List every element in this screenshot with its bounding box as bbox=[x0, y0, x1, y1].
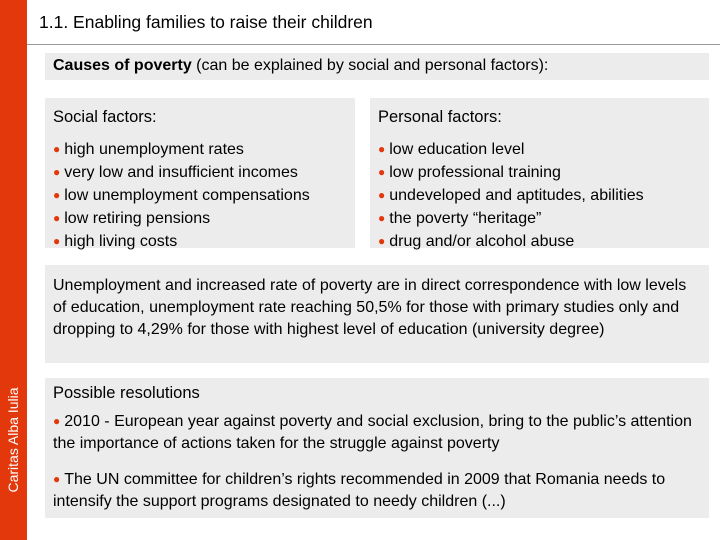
causes-bold: Causes of poverty bbox=[53, 57, 192, 74]
causes-box bbox=[45, 53, 709, 80]
list-item bbox=[53, 138, 310, 161]
sidebar-band bbox=[0, 0, 27, 540]
page-title: 1.1. Enabling families to raise their children bbox=[39, 12, 373, 32]
list-item-text: low unemployment compensations bbox=[64, 187, 310, 204]
resolutions-heading: Possible resolutions bbox=[53, 384, 200, 402]
personal-factors-box bbox=[370, 98, 709, 248]
social-factors-list bbox=[53, 138, 310, 253]
causes-rest: (can be explained by social and personal factors): bbox=[191, 57, 549, 74]
resolution-item bbox=[53, 410, 705, 455]
bullet-dot-icon: ● bbox=[53, 165, 61, 179]
bullet-dot-icon: ● bbox=[378, 211, 386, 225]
resolution-text: 2010 - European year against poverty and social exclusion, bring to the public’s attention the importance of actions taken for the struggle against poverty bbox=[53, 413, 692, 452]
personal-factors-heading: Personal factors: bbox=[378, 108, 502, 126]
list-item-text: low professional training bbox=[389, 164, 561, 181]
bullet-dot-icon: ● bbox=[378, 234, 386, 248]
resolution-text: The UN committee for children’s rights recommended in 2009 that Romania needs to intensify the support programs designated to needy children (...) bbox=[53, 471, 666, 510]
causes-heading bbox=[53, 57, 548, 75]
list-item bbox=[378, 184, 644, 207]
list-item-text: high living costs bbox=[64, 233, 178, 250]
sidebar-label: Caritas Alba Iulia bbox=[5, 387, 21, 493]
list-item bbox=[53, 184, 310, 207]
personal-factors-list bbox=[378, 138, 644, 253]
list-item bbox=[53, 161, 310, 184]
list-item bbox=[378, 230, 644, 253]
title-bar bbox=[27, 0, 720, 45]
resolution-item bbox=[53, 468, 705, 513]
list-item-text: low education level bbox=[389, 141, 525, 158]
unemployment-paragraph: Unemployment and increased rate of poverty are in direct correspondence with low levels of education, unemployment rate reaching 50,5% for those with primary studies only and dropping to 4,29% for those with highest level of education (university degree) bbox=[53, 277, 687, 338]
bullet-dot-icon: ● bbox=[53, 414, 61, 428]
list-item-text: the poverty “heritage” bbox=[389, 210, 542, 227]
bullet-dot-icon: ● bbox=[53, 234, 61, 248]
list-item bbox=[53, 207, 310, 230]
list-item-text: very low and insufficient incomes bbox=[64, 164, 298, 181]
list-item bbox=[378, 161, 644, 184]
bullet-dot-icon: ● bbox=[53, 472, 61, 486]
list-item bbox=[378, 207, 644, 230]
social-factors-heading: Social factors: bbox=[53, 108, 157, 126]
list-item-text: high unemployment rates bbox=[64, 141, 244, 158]
list-item-text: low retiring pensions bbox=[64, 210, 211, 227]
bullet-dot-icon: ● bbox=[53, 188, 61, 202]
list-item bbox=[378, 138, 644, 161]
bullet-dot-icon: ● bbox=[53, 211, 61, 225]
bullet-dot-icon: ● bbox=[378, 188, 386, 202]
bullet-dot-icon: ● bbox=[378, 165, 386, 179]
list-item bbox=[53, 230, 310, 253]
list-item-text: undeveloped and aptitudes, abilities bbox=[389, 187, 644, 204]
resolutions-box bbox=[45, 378, 709, 518]
bullet-dot-icon: ● bbox=[378, 142, 386, 156]
social-factors-box bbox=[45, 98, 355, 248]
list-item-text: drug and/or alcohol abuse bbox=[389, 233, 575, 250]
bullet-dot-icon: ● bbox=[53, 142, 61, 156]
unemployment-box bbox=[45, 265, 709, 363]
